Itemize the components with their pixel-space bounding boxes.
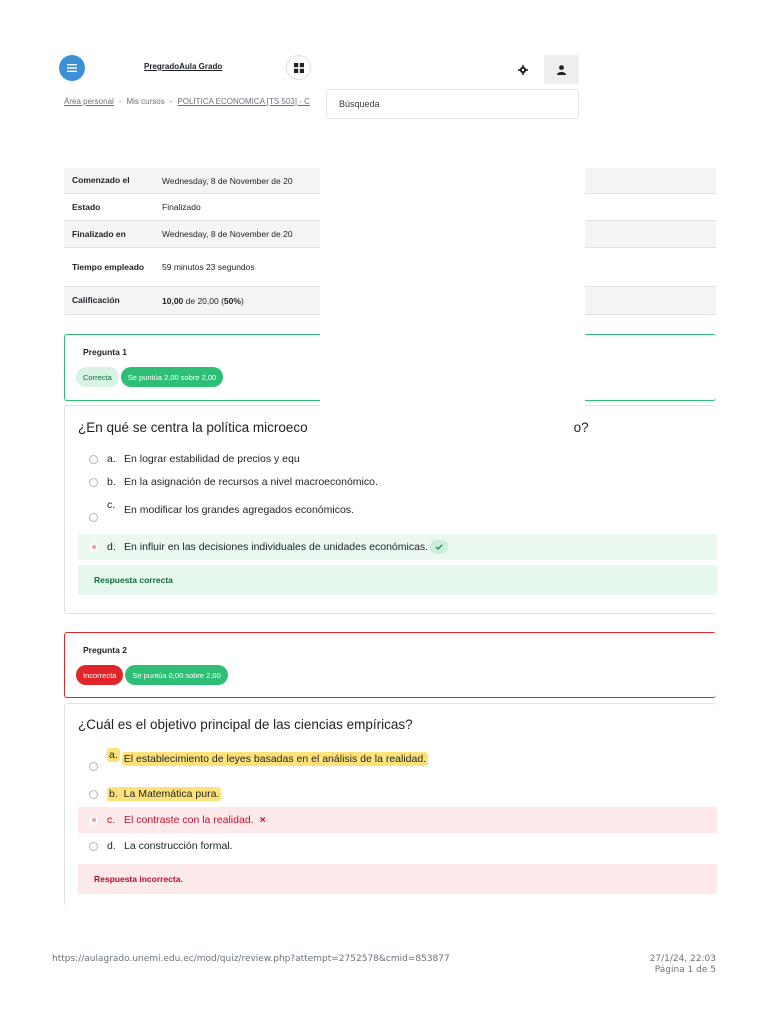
- state-badge: Correcta: [76, 367, 119, 387]
- site-brand-link[interactable]: PregradoAula Grado: [144, 62, 223, 71]
- answer-option[interactable]: a. El establecimiento de leyes basadas en el análisis de la realidad.: [78, 746, 717, 772]
- breadcrumb-home[interactable]: Área personal: [64, 97, 114, 106]
- answer-option[interactable]: b. La Matemática pura.: [78, 781, 717, 807]
- print-datetime: 27/1/24, 22:03: [649, 954, 716, 964]
- answer-option[interactable]: d. La construcción formal.: [78, 833, 717, 859]
- summary-row-started: Comenzado el Wednesday, 8 de November de 20: [64, 168, 716, 194]
- feedback: Respuesta incorrecta.: [78, 864, 717, 894]
- question-text: ¿En qué se centra la política microeco o?: [78, 420, 589, 435]
- radio-icon[interactable]: [89, 790, 98, 799]
- summary-row-grade: Calificación 10,00 de 20,00 (50%): [64, 287, 716, 315]
- cross-icon: ×: [259, 814, 266, 826]
- hamburger-icon: [67, 64, 77, 72]
- question-text: ¿Cuál es el objetivo principal de las ciencias empíricas?: [78, 717, 413, 732]
- breadcrumb-course[interactable]: POLITICA ECONOMICA [TS 503] - C: [177, 97, 310, 106]
- search-input[interactable]: Búsqueda: [326, 89, 579, 119]
- answer-option[interactable]: c. En modificar los grandes agregados económicos.: [78, 497, 717, 523]
- question-number: Pregunta 1: [83, 347, 127, 357]
- answer-option[interactable]: b. En la asignación de recursos a nivel macroeconómico.: [78, 469, 717, 495]
- question-1-body: [64, 405, 716, 614]
- gear-icon: [518, 65, 528, 75]
- summary-row-time: Tiempo empleado 59 minutos 23 segundos: [64, 248, 716, 287]
- check-icon: [430, 540, 448, 554]
- answer-option-selected[interactable]: c. El contraste con la realidad. ×: [78, 807, 717, 833]
- state-badge: Incorrecta: [76, 665, 123, 685]
- radio-icon[interactable]: [89, 513, 98, 522]
- settings-button[interactable]: [509, 56, 537, 84]
- radio-icon[interactable]: [89, 543, 98, 552]
- radio-icon[interactable]: [89, 455, 98, 464]
- page-url: https://aulagrado.unemi.edu.ec/mod/quiz/review.php?attempt=2752578&cmid=853877: [52, 954, 450, 964]
- radio-icon[interactable]: [89, 762, 98, 771]
- grid-icon: [294, 63, 304, 73]
- summary-row-state: Estado Finalizado: [64, 194, 716, 221]
- answer-option-selected[interactable]: d. En influir en las decisiones individuales de unidades económicas.: [78, 534, 717, 560]
- feedback: Respuesta correcta: [78, 565, 717, 595]
- radio-icon[interactable]: [89, 816, 98, 825]
- user-menu-button[interactable]: [544, 55, 579, 84]
- menu-button[interactable]: [59, 55, 85, 81]
- summary-row-finished: Finalizado en Wednesday, 8 de November de 20: [64, 221, 716, 248]
- mark-badge: Se puntúa 0,00 sobre 2,00: [125, 665, 227, 685]
- radio-icon[interactable]: [89, 842, 98, 851]
- mark-badge: Se puntúa 2,00 sobre 2,00: [121, 367, 223, 387]
- breadcrumb: Área personal - Mis cursos - POLITICA ECONOMICA [TS 503] - C: [64, 97, 310, 106]
- user-icon: [557, 65, 566, 75]
- question-2-info: [64, 632, 716, 698]
- question-number: Pregunta 2: [83, 645, 127, 655]
- page-number: Página 1 de 5: [654, 965, 716, 975]
- radio-icon[interactable]: [89, 478, 98, 487]
- search-dropdown: [320, 86, 585, 406]
- answer-option[interactable]: a. En lograr estabilidad de precios y equ: [78, 446, 717, 472]
- apps-button[interactable]: [286, 55, 311, 80]
- question-2-body: [64, 703, 716, 906]
- breadcrumb-my-courses[interactable]: Mis cursos: [126, 97, 165, 106]
